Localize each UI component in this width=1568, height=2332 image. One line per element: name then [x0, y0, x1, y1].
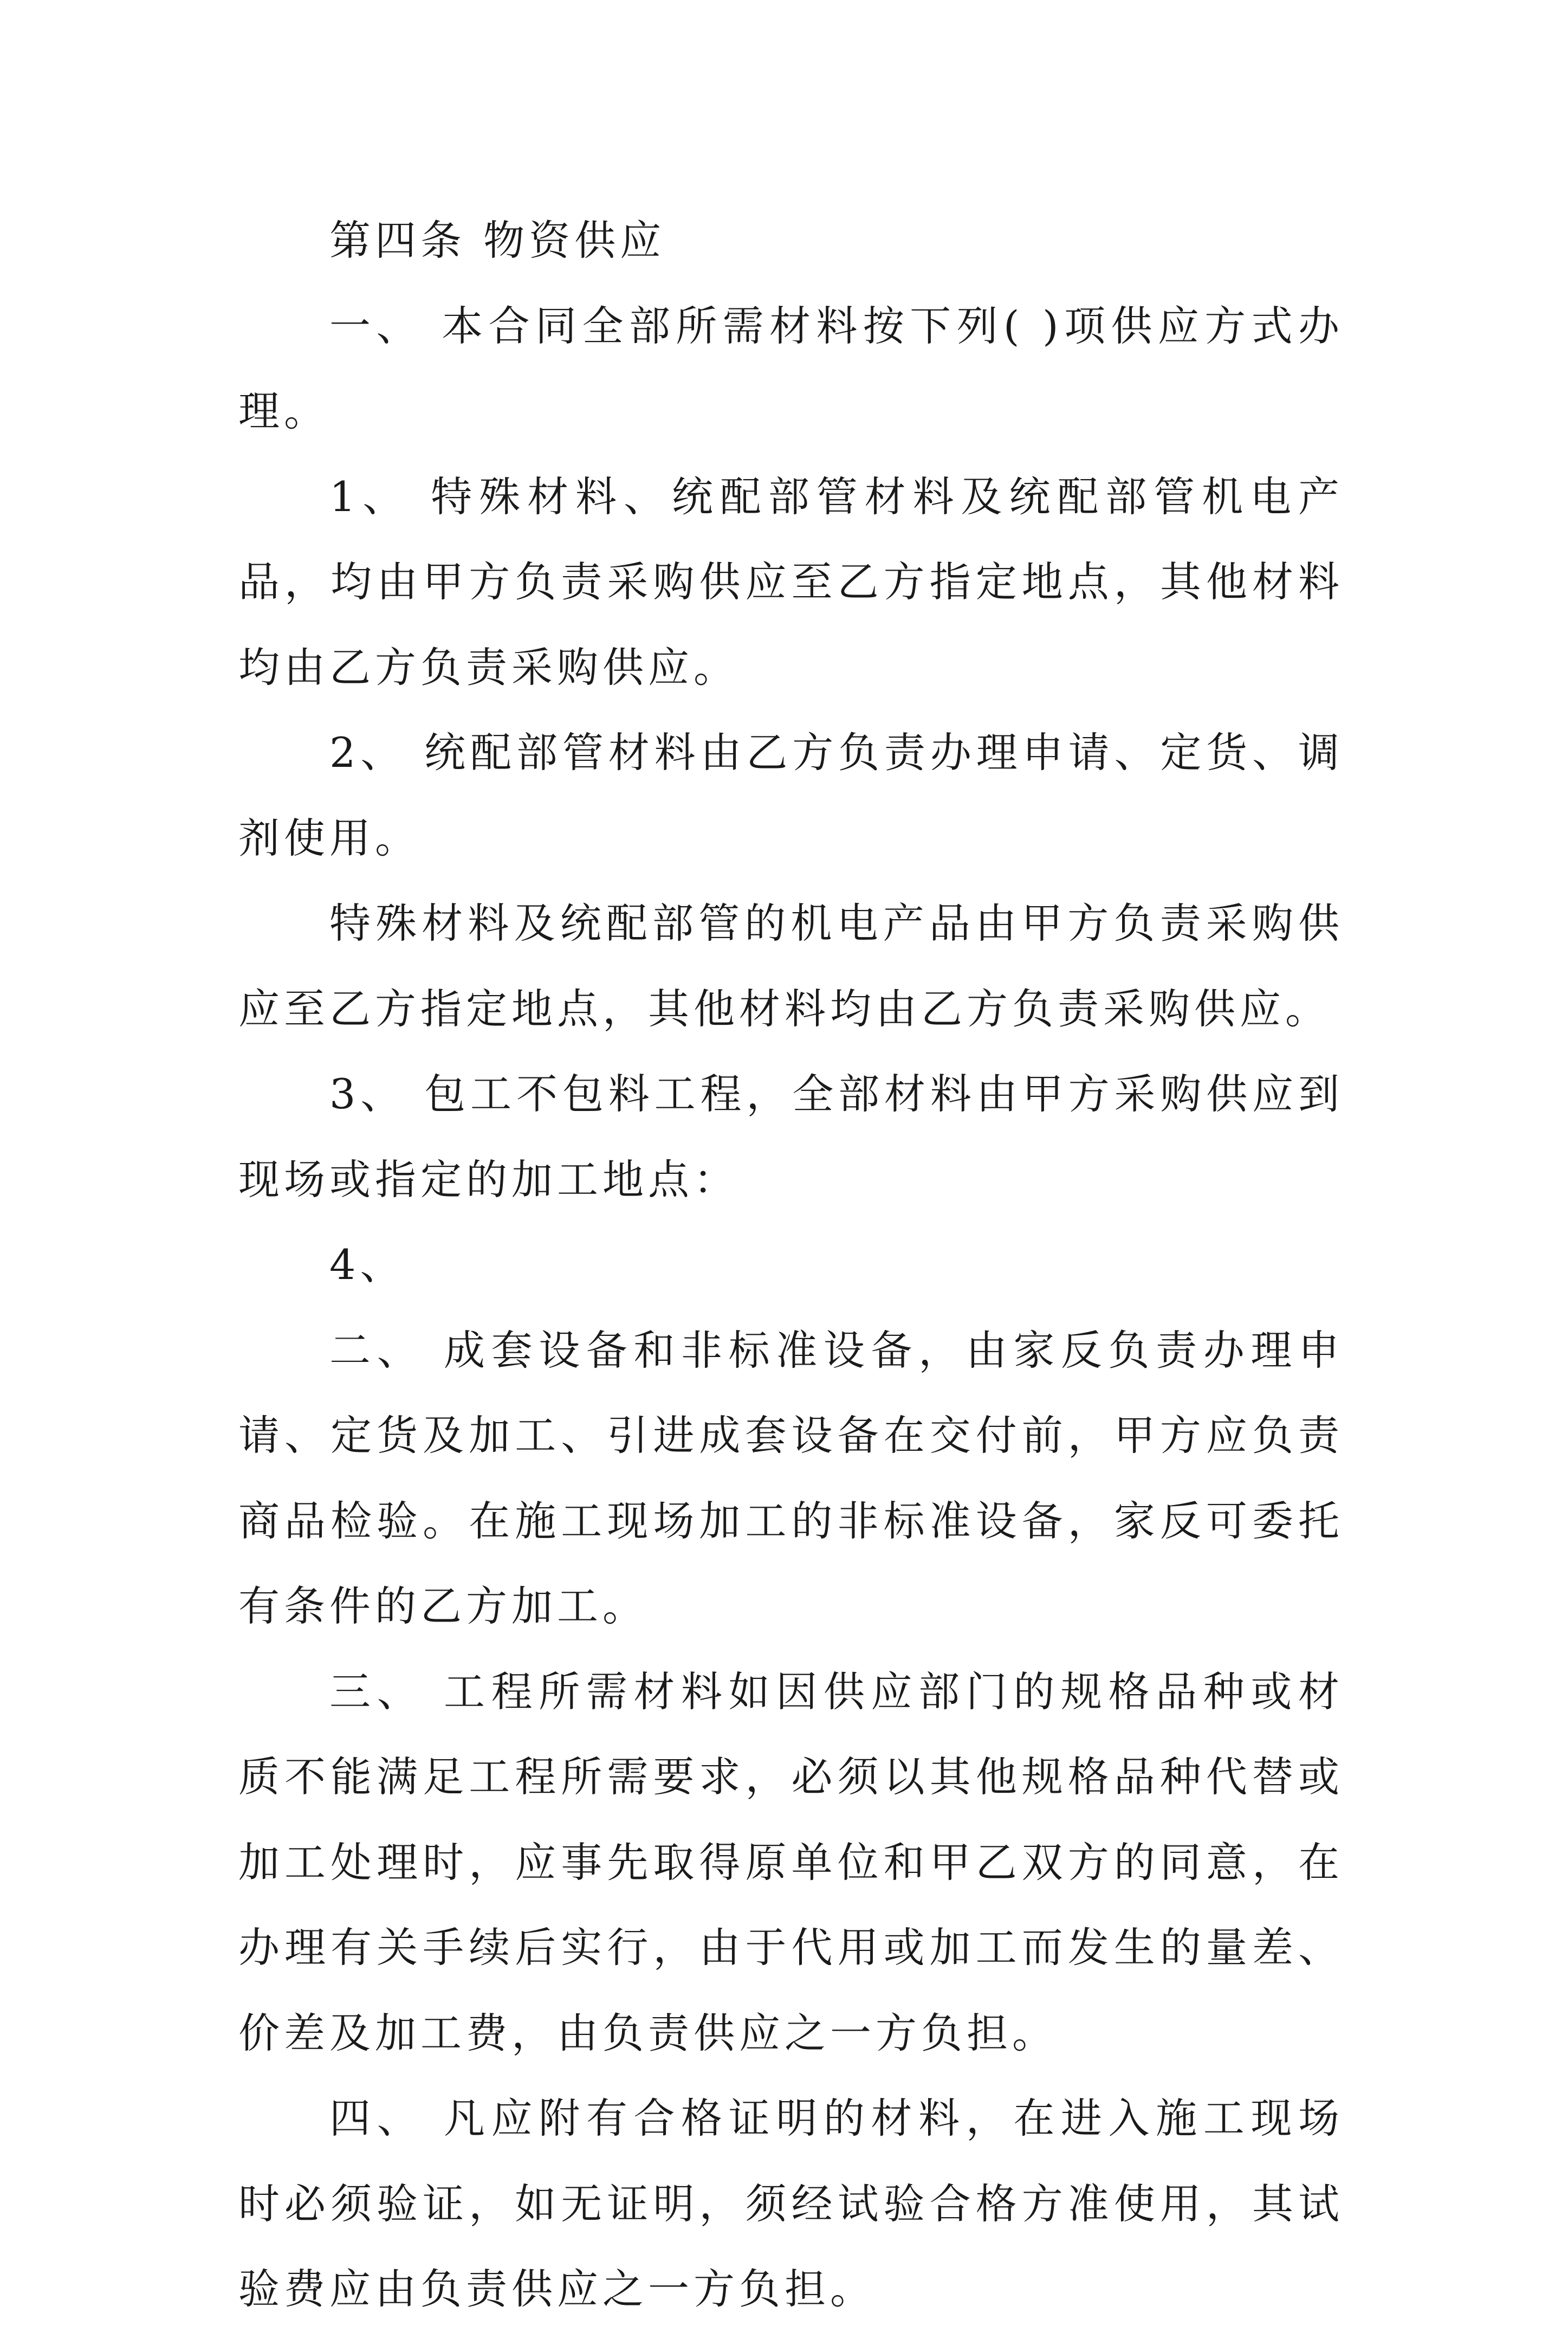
- clause-2: 二、 成套设备和非标准设备，由家反负责办理申请、定货及加工、引进成套设备在交付前，甲方应负责商品检验。在施工现场加工的非标准设备，家反可委托有条件的乙方加工。: [238, 1326, 1344, 1630]
- clause-1-item-3: 3、 包工不包料工程，全部材料由甲方采购供应到现场或指定的加工地点：: [238, 1070, 1344, 1204]
- clause-1-item-2: 2、 统配部管材料由乙方负责办理申请、定货、调剂使用。: [238, 728, 1344, 862]
- article-heading: 第四条 物资供应: [329, 216, 666, 264]
- clause-4: 四、 凡应附有合格证明的材料，在进入施工现场时必须验证，如无证明，须经试验合格方准使用，其试验费应由负责供应之一方负担。: [238, 2094, 1344, 2313]
- clause-1-item-4: 4、: [329, 1241, 406, 1289]
- clause-1-item-2-note: 特殊材料及统配部管的机电产品由甲方负责采购供应至乙方指定地点，其他材料均由乙方负责采购供应。: [238, 899, 1344, 1033]
- clause-3: 三、 工程所需材料如因供应部门的规格品种或材质不能满足工程所需要求，必须以其他规格品种代替或加工处理时，应事先取得原单位和甲乙双方的同意，在办理有关手续后实行，由于代用或加工而发生的量差、价差及加工费，由负责供应之一方负担。: [238, 1667, 1344, 2057]
- clause-1-item-1: 1、 特殊材料、统配部管材料及统配部管机电产品，均由甲方负责采购供应至乙方指定地点，其他材料均由乙方负责采购供应。: [238, 472, 1344, 692]
- clause-1: 一、 本合同全部所需材料按下列( )项供应方式办理。: [238, 301, 1344, 435]
- document-body: [238, 198, 1344, 2332]
